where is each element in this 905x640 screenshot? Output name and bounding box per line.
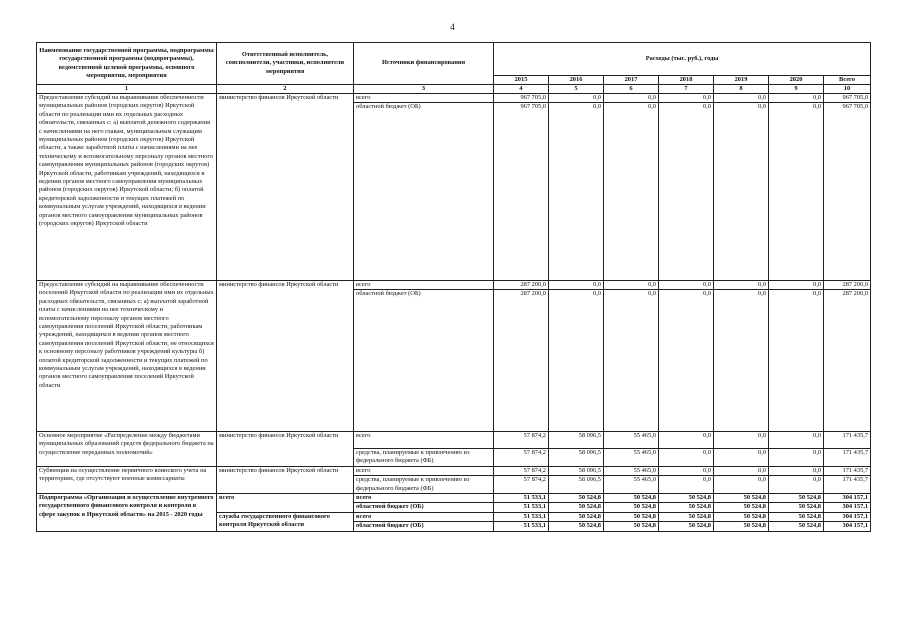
value-cell: 51 533,1 — [494, 494, 549, 503]
table-row-description: Субвенции на осуществление первичного воинского учета на территориях, где отсутствуют военные комиссариаты — [37, 466, 217, 493]
table-row-executor: министерство финансов Иркутской области — [217, 466, 354, 493]
header-executor: Ответственный исполнитель, соисполнители, участники, исполнители мероприятия — [217, 43, 354, 85]
value-cell: 0,0 — [659, 432, 714, 449]
value-cell: 50 524,8 — [604, 522, 659, 531]
value-cell: 0,0 — [769, 466, 824, 475]
column-number: 4 — [494, 85, 549, 94]
value-cell: 50 524,8 — [549, 522, 604, 531]
header-total: Всего — [824, 76, 871, 85]
header-year: 2019 — [714, 76, 769, 85]
column-number: 2 — [217, 85, 354, 94]
value-cell: 50 524,8 — [604, 494, 659, 503]
value-cell: 57 874,2 — [494, 466, 549, 475]
value-cell: 0,0 — [659, 466, 714, 475]
total-cell: 967 705,0 — [824, 94, 871, 103]
value-cell: 50 524,8 — [659, 522, 714, 531]
value-cell: 0,0 — [604, 94, 659, 103]
source-cell: всего — [354, 281, 494, 290]
value-cell: 0,0 — [659, 290, 714, 432]
table-row-executor: служба государственного финансового контроля Иркутской области — [217, 512, 354, 531]
table-row-description: Предоставление субсидий на выравнивание обеспеченности поселений Иркутской области по реализации ими их отдельных расходных обязательств, связанных с: а) выплатой заработной платы с начислениями на нее техническому и вспомогательному персоналу органов местного самоуправления поселений Иркутской области, работникам учреждений, находящихся в ведении органов местного самоуправления поселений Иркутской области, не относящихся к основному персоналу работников учреждений культуры б) оплатой кредиторской задолженности и текущих платежей по коммунальным услугам учреждений, находящихся в ведении органов местного самоуправления поселений Иркутской области — [37, 281, 217, 432]
total-cell: 304 157,1 — [824, 503, 871, 512]
total-cell: 967 705,0 — [824, 103, 871, 281]
column-number: 6 — [604, 85, 659, 94]
column-number: 5 — [549, 85, 604, 94]
table-row-executor: всего — [217, 494, 354, 513]
value-cell: 50 524,8 — [604, 503, 659, 512]
value-cell: 967 705,0 — [494, 103, 549, 281]
value-cell: 50 524,8 — [604, 512, 659, 521]
value-cell: 58 096,5 — [549, 466, 604, 475]
value-cell: 50 524,8 — [659, 512, 714, 521]
value-cell: 51 533,1 — [494, 522, 549, 531]
value-cell: 50 524,8 — [659, 503, 714, 512]
value-cell: 0,0 — [714, 449, 769, 467]
value-cell: 287 200,0 — [494, 290, 549, 432]
value-cell: 0,0 — [659, 281, 714, 290]
table-row-executor: министерство финансов Иркутской области — [217, 432, 354, 467]
value-cell: 50 524,8 — [659, 494, 714, 503]
value-cell: 0,0 — [549, 103, 604, 281]
source-cell: средства, планируемые к привлечению из федерального бюджета (ФБ) — [354, 476, 494, 494]
value-cell: 0,0 — [769, 281, 824, 290]
value-cell: 0,0 — [604, 281, 659, 290]
value-cell: 0,0 — [714, 290, 769, 432]
value-cell: 0,0 — [769, 432, 824, 449]
header-expenses: Расходы (тыс. руб.), годы — [494, 43, 871, 76]
header-year: 2015 — [494, 76, 549, 85]
header-sources: Источники финансирования — [354, 43, 494, 85]
value-cell: 0,0 — [659, 449, 714, 467]
column-number: 1 — [37, 85, 217, 94]
header-year: 2017 — [604, 76, 659, 85]
value-cell: 0,0 — [659, 94, 714, 103]
value-cell: 0,0 — [714, 476, 769, 494]
value-cell: 50 524,8 — [714, 494, 769, 503]
value-cell: 50 524,8 — [549, 494, 604, 503]
value-cell: 287 200,0 — [494, 281, 549, 290]
value-cell: 50 524,8 — [769, 503, 824, 512]
value-cell: 58 096,5 — [549, 476, 604, 494]
total-cell: 171 435,7 — [824, 466, 871, 475]
value-cell: 50 524,8 — [714, 522, 769, 531]
column-number: 3 — [354, 85, 494, 94]
table-row-executor: министерство финансов Иркутской области — [217, 281, 354, 432]
value-cell: 0,0 — [714, 281, 769, 290]
budget-table — [36, 42, 871, 532]
total-cell: 171 435,7 — [824, 449, 871, 467]
table-row-description: Основное мероприятие «Распределение между бюджетами муниципальных образований средств федерального бюджета на осуществление переданных полномочий» — [37, 432, 217, 467]
table-row-executor: министерство финансов Иркутской области — [217, 94, 354, 281]
column-number: 8 — [714, 85, 769, 94]
value-cell: 50 524,8 — [769, 494, 824, 503]
total-cell: 304 157,1 — [824, 522, 871, 531]
source-cell: областной бюджет (ОБ) — [354, 290, 494, 432]
value-cell: 57 874,2 — [494, 432, 549, 449]
value-cell: 55 465,0 — [604, 476, 659, 494]
value-cell: 50 524,8 — [549, 512, 604, 521]
value-cell: 57 874,2 — [494, 449, 549, 467]
total-cell: 171 435,7 — [824, 432, 871, 449]
value-cell: 0,0 — [714, 432, 769, 449]
source-cell: средства, планируемые к привлечению из федерального бюджета (ФБ) — [354, 449, 494, 467]
value-cell: 58 096,5 — [549, 449, 604, 467]
source-cell: областной бюджет (ОБ) — [354, 522, 494, 531]
value-cell: 0,0 — [659, 103, 714, 281]
value-cell: 55 465,0 — [604, 449, 659, 467]
header-year: 2020 — [769, 76, 824, 85]
value-cell: 50 524,8 — [714, 512, 769, 521]
source-cell: всего — [354, 466, 494, 475]
header-program: Наименование государственной программы, подпрограммы государственной программы (подпрограммы), ведомственной целевой программы, основного мероприятия, мероприятия — [37, 43, 217, 85]
value-cell: 58 096,5 — [549, 432, 604, 449]
header-year: 2018 — [659, 76, 714, 85]
source-cell: областной бюджет (ОБ) — [354, 503, 494, 512]
value-cell: 0,0 — [769, 290, 824, 432]
value-cell: 0,0 — [769, 94, 824, 103]
total-cell: 171 435,7 — [824, 476, 871, 494]
page-number: 4 — [450, 22, 455, 32]
value-cell: 50 524,8 — [714, 503, 769, 512]
value-cell: 967 705,0 — [494, 94, 549, 103]
total-cell: 287 200,0 — [824, 290, 871, 432]
source-cell: областной бюджет (ОБ) — [354, 103, 494, 281]
column-number: 9 — [769, 85, 824, 94]
value-cell: 0,0 — [714, 103, 769, 281]
source-cell: всего — [354, 432, 494, 449]
value-cell: 0,0 — [769, 103, 824, 281]
value-cell: 0,0 — [659, 476, 714, 494]
value-cell: 51 533,1 — [494, 503, 549, 512]
table-row-description: Подпрограмма «Организация и осуществление внутреннего государственного финансового контроля и контроля в сфере закупок в Иркутской области» на 2015 - 2020 годы — [37, 494, 217, 532]
value-cell: 0,0 — [549, 290, 604, 432]
value-cell: 0,0 — [714, 94, 769, 103]
value-cell: 0,0 — [714, 466, 769, 475]
value-cell: 0,0 — [604, 103, 659, 281]
value-cell: 0,0 — [769, 476, 824, 494]
value-cell: 50 524,8 — [549, 503, 604, 512]
source-cell: всего — [354, 512, 494, 521]
value-cell: 0,0 — [769, 449, 824, 467]
column-number: 10 — [824, 85, 871, 94]
header-year: 2016 — [549, 76, 604, 85]
source-cell: всего — [354, 94, 494, 103]
value-cell: 55 465,0 — [604, 466, 659, 475]
value-cell: 0,0 — [549, 94, 604, 103]
source-cell: всего — [354, 494, 494, 503]
value-cell: 57 874,2 — [494, 476, 549, 494]
value-cell: 0,0 — [604, 290, 659, 432]
column-number: 7 — [659, 85, 714, 94]
total-cell: 287 200,0 — [824, 281, 871, 290]
total-cell: 304 157,1 — [824, 512, 871, 521]
total-cell: 304 157,1 — [824, 494, 871, 503]
value-cell: 0,0 — [549, 281, 604, 290]
table-row-description: Предоставление субсидий на выравнивание обеспеченности муниципальных районов (городских округов) Иркутской области по реализации ими их отдельных расходных обязательств, связанных с: а) выплатой денежного содержания с начислениями на него главам, муниципальным служащим муниципальных районов (городских округов) Иркутской области, а также заработной платы с начислениями на нее техническому и вспомогательному персоналу органов местного самоуправления муниципальных районов (городских округов) Иркутской области, работникам учреждений, находящихся в ведении органов местного самоуправления муниципальных районов (городских округов) Иркутской области; б) оплатой кредиторской задолженности и текущих платежей по коммунальным услугам учреждений, находящихся в ведении органов местного самоуправления муниципальных районов (городских округов) Иркутской области — [37, 94, 217, 281]
value-cell: 51 533,1 — [494, 512, 549, 521]
value-cell: 50 524,8 — [769, 512, 824, 521]
value-cell: 55 465,0 — [604, 432, 659, 449]
value-cell: 50 524,8 — [769, 522, 824, 531]
